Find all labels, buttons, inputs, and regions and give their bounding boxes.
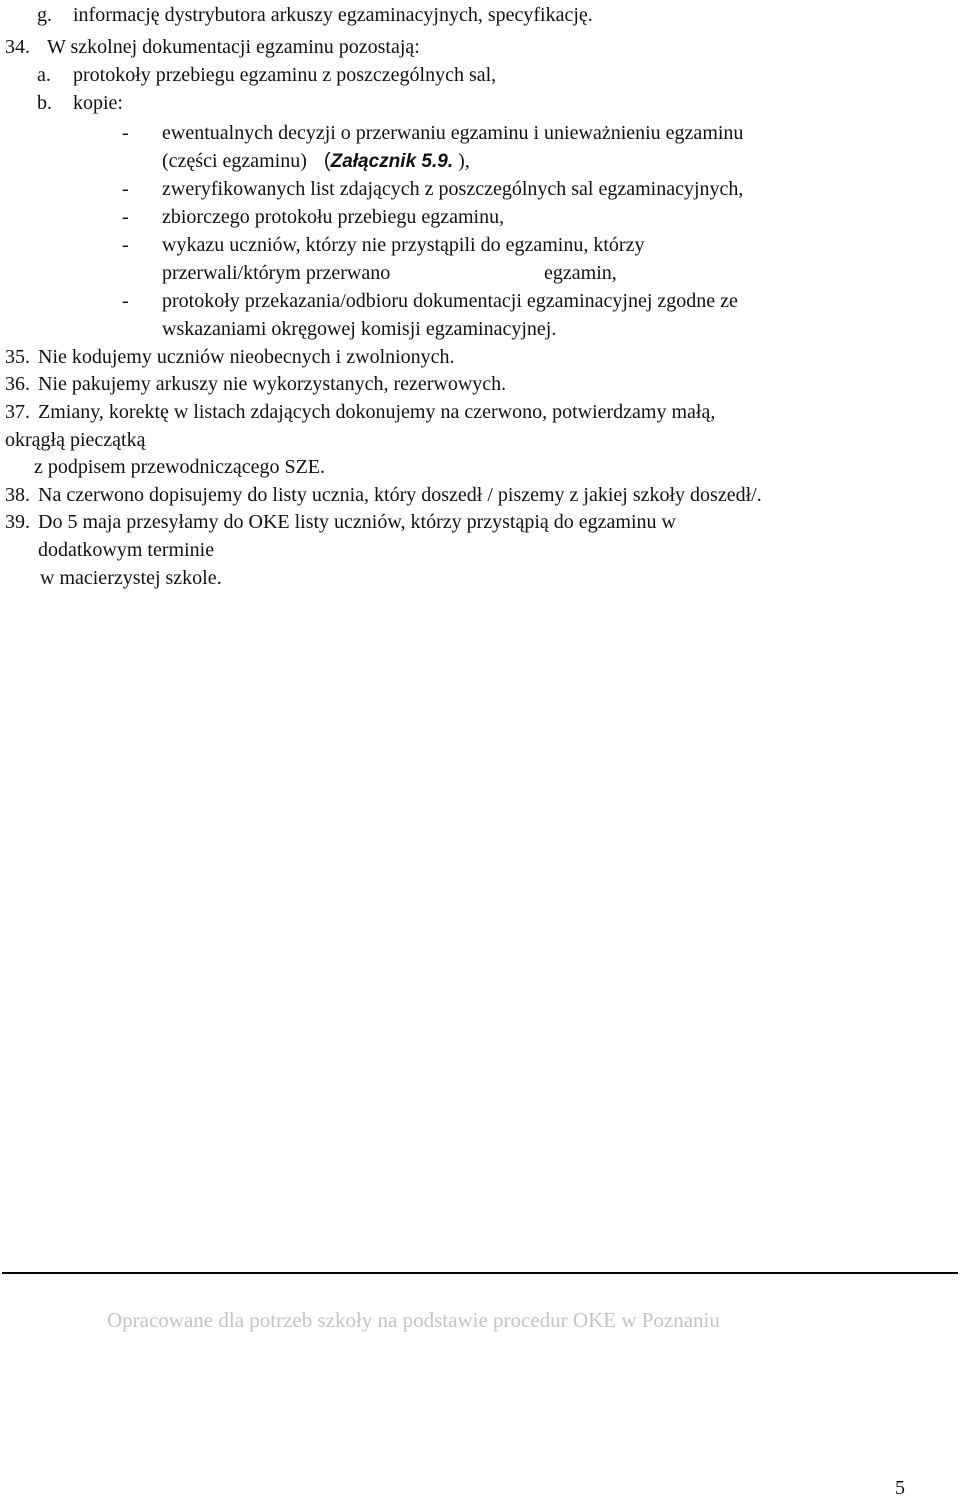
dash-item-absent-students <box>122 233 645 257</box>
list-item-36 <box>5 372 507 396</box>
list-item-34b <box>37 91 123 115</box>
dash-marker: - <box>122 290 129 312</box>
dash-item-text-end: ), <box>458 150 470 172</box>
list-marker: 36. <box>5 373 30 395</box>
list-item-34a <box>37 63 497 87</box>
list-item-g <box>37 3 593 27</box>
dash-item-text: zweryfikowanych list zdających z poszczególnych sal egzaminacyjnych, <box>162 178 744 200</box>
list-marker: 37. <box>5 401 30 423</box>
list-item-37-continued <box>5 428 145 452</box>
list-item-35 <box>5 345 455 369</box>
dash-item-text: wskazaniami okręgowej komisji egzaminacyjnej. <box>162 318 557 340</box>
list-item-text: z podpisem przewodniczącego SZE. <box>34 456 326 478</box>
footer-divider <box>2 1272 958 1274</box>
list-item-text: protokoły przebiegu egzaminu z poszczególnych sal, <box>73 64 497 86</box>
dash-item-text: przerwali/którym przerwano <box>162 262 391 284</box>
list-item-text: okrągłą pieczątką <box>5 429 146 451</box>
list-marker: 35. <box>5 346 30 368</box>
dash-item-transfer-protocols-continued <box>162 317 556 341</box>
dash-item-absent-students-continued <box>162 261 617 285</box>
list-item-39-continued-2 <box>40 566 222 590</box>
list-item-39 <box>5 510 676 534</box>
list-item-37 <box>5 400 716 424</box>
dash-item-text: protokoły przekazania/odbioru dokumentacji egzaminacyjnej zgodne ze <box>162 290 738 312</box>
list-item-text: w macierzystej szkole. <box>40 567 222 589</box>
list-marker: 34. <box>5 36 30 58</box>
page-number: 5 <box>895 1477 905 1499</box>
list-item-text: kopie: <box>73 92 123 114</box>
list-marker: a. <box>37 64 51 86</box>
attachment-reference: (Załącznik 5.9. <box>323 150 454 172</box>
list-item-text: Do 5 maja przesyłamy do OKE listy uczniów, którzy przystąpią do egzaminu w <box>38 511 676 533</box>
list-marker: b. <box>37 92 52 114</box>
list-item-text: Na czerwono dopisujemy do listy ucznia, który doszedł / piszemy z jakiej szkoły doszedł/. <box>38 484 762 506</box>
list-marker: g. <box>37 4 52 26</box>
list-item-text: dodatkowym terminie <box>38 539 215 561</box>
dash-item-summary-protocol <box>122 205 505 229</box>
dash-marker: - <box>122 206 129 228</box>
dash-item-text: ewentualnych decyzji o przerwaniu egzaminu i unieważnieniu egzaminu <box>162 122 744 144</box>
dash-item-verified-lists <box>122 177 744 201</box>
list-item-text: Nie pakujemy arkuszy nie wykorzystanych, rezerwowych. <box>38 373 507 395</box>
dash-marker: - <box>122 234 129 256</box>
dash-item-text: zbiorczego protokołu przebiegu egzaminu, <box>162 206 505 228</box>
list-item-34 <box>5 35 420 59</box>
list-marker: 39. <box>5 511 30 533</box>
dash-item-decisions <box>122 121 744 145</box>
dash-item-decisions-continued <box>162 149 470 174</box>
dash-item-text: (części egzaminu) <box>162 150 307 172</box>
list-marker: 38. <box>5 484 30 506</box>
list-item-38 <box>5 483 762 507</box>
dash-marker: - <box>122 122 129 144</box>
list-item-text: Nie kodujemy uczniów nieobecnych i zwolnionych. <box>38 346 455 368</box>
dash-item-transfer-protocols <box>122 289 738 313</box>
list-item-text: Zmiany, korektę w listach zdających dokonujemy na czerwono, potwierdzamy małą, <box>38 401 716 423</box>
list-item-text: informację dystrybutora arkuszy egzaminacyjnych, specyfikację. <box>73 4 593 26</box>
list-item-39-continued <box>38 538 214 562</box>
list-item-text: W szkolnej dokumentacji egzaminu pozostają: <box>47 36 420 58</box>
footer-text: Opracowane dla potrzeb szkoły na podstawie procedur OKE w Poznaniu <box>107 1308 720 1332</box>
dash-item-text: egzamin, <box>544 262 617 284</box>
dash-marker: - <box>122 178 129 200</box>
dash-item-text: wykazu uczniów, którzy nie przystąpili do egzaminu, którzy <box>162 234 645 256</box>
list-item-37-continued-2 <box>34 455 325 479</box>
